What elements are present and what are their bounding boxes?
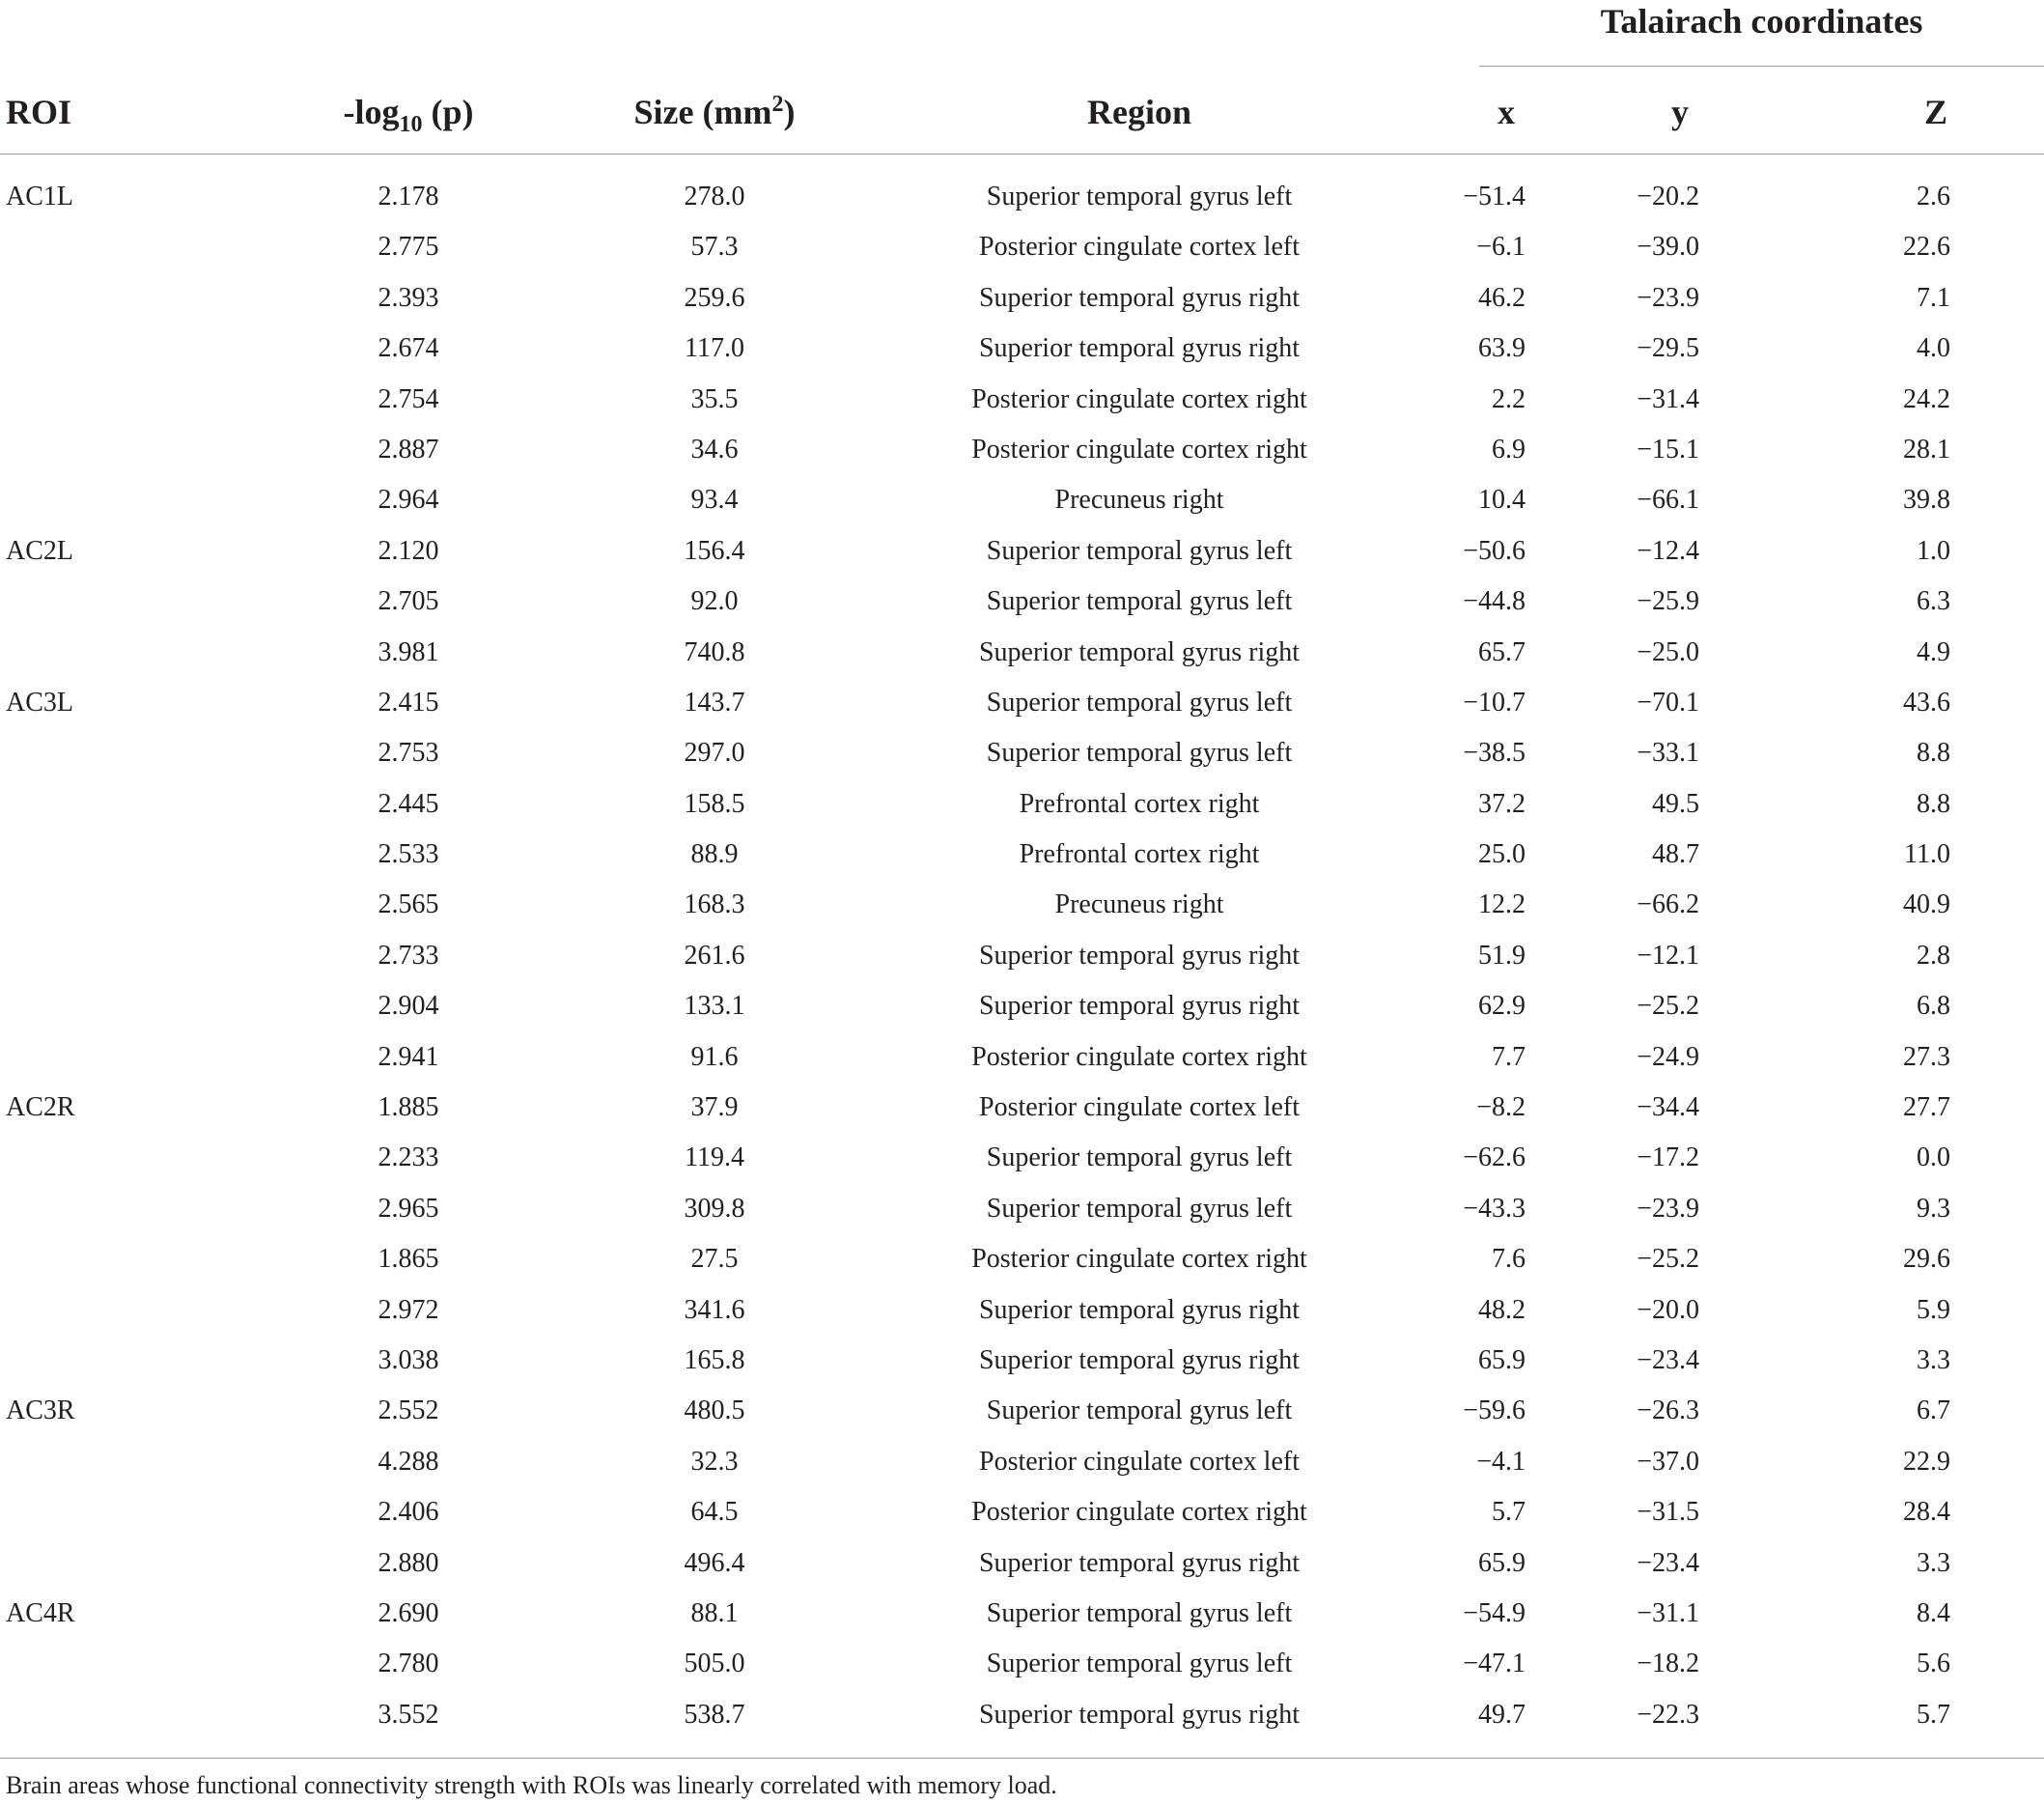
log-p-cell: 2.965 bbox=[378, 1193, 439, 1224]
size-cell: 740.8 bbox=[684, 636, 745, 667]
region-cell: Superior temporal gyrus left bbox=[986, 1142, 1293, 1173]
size-cell: 143.7 bbox=[684, 687, 745, 718]
z-coordinate-cell: 8.8 bbox=[1917, 738, 1950, 769]
x-coordinate-cell: 7.7 bbox=[1492, 1041, 1526, 1072]
table-header-row bbox=[0, 83, 2044, 141]
talairach-group-header: Talairach coordinates bbox=[1600, 2, 1923, 41]
y-coordinate-cell: −66.2 bbox=[1637, 889, 1699, 920]
roi-cell bbox=[6, 779, 199, 830]
z-coordinate-cell: 43.6 bbox=[1903, 687, 1950, 718]
size-cell: 165.8 bbox=[684, 1344, 745, 1375]
size-cell: 158.5 bbox=[684, 788, 745, 819]
header-size bbox=[599, 83, 830, 141]
region-cell: Posterior cingulate cortex right bbox=[971, 1041, 1307, 1072]
z-coordinate-cell: 40.9 bbox=[1903, 889, 1950, 920]
y-coordinate-cell: −17.2 bbox=[1637, 1142, 1699, 1173]
table-row bbox=[0, 678, 2044, 728]
region-cell: Superior temporal gyrus left bbox=[986, 1597, 1293, 1628]
table-bottom-rule bbox=[0, 1758, 2044, 1759]
z-coordinate-cell: 8.4 bbox=[1917, 1597, 1950, 1628]
header-x: x bbox=[1498, 93, 1515, 131]
z-coordinate-cell: 4.0 bbox=[1917, 333, 1950, 364]
y-coordinate-cell: −23.4 bbox=[1637, 1547, 1699, 1578]
region-cell: Superior temporal gyrus left bbox=[986, 687, 1293, 718]
roi-cell bbox=[6, 1690, 199, 1740]
table-row bbox=[0, 779, 2044, 830]
size-cell: 297.0 bbox=[684, 738, 745, 769]
y-coordinate-cell: −23.9 bbox=[1637, 1193, 1699, 1224]
header-size-prefix: Size (mm bbox=[633, 93, 772, 131]
region-cell: Superior temporal gyrus right bbox=[978, 1294, 1301, 1325]
table-row bbox=[0, 1285, 2044, 1336]
size-cell: 278.0 bbox=[684, 182, 745, 211]
size-cell: 57.3 bbox=[690, 232, 739, 263]
size-cell: 64.5 bbox=[690, 1497, 739, 1528]
table-row bbox=[0, 1133, 2044, 1183]
log-p-cell: 1.865 bbox=[378, 1244, 439, 1275]
log-p-cell: 2.120 bbox=[378, 535, 439, 566]
roi-cell bbox=[6, 1184, 199, 1234]
x-coordinate-cell: 48.2 bbox=[1478, 1294, 1526, 1325]
size-cell: 34.6 bbox=[690, 434, 739, 465]
x-coordinate-cell: 65.9 bbox=[1478, 1547, 1526, 1578]
y-coordinate-cell: −70.1 bbox=[1637, 687, 1699, 718]
table-row bbox=[0, 577, 2044, 627]
size-cell: 117.0 bbox=[685, 333, 744, 364]
x-coordinate-cell: 5.7 bbox=[1492, 1497, 1526, 1528]
x-coordinate-cell: 62.9 bbox=[1478, 991, 1526, 1022]
region-cell: Posterior cingulate cortex left bbox=[979, 232, 1300, 263]
table-row bbox=[0, 526, 2044, 577]
size-cell: 88.1 bbox=[690, 1597, 739, 1628]
log-p-cell: 3.981 bbox=[378, 636, 439, 667]
y-coordinate-cell: −22.3 bbox=[1637, 1699, 1699, 1730]
log-p-cell: 2.754 bbox=[378, 383, 439, 414]
size-cell: 538.7 bbox=[684, 1699, 745, 1730]
log-p-cell: 2.533 bbox=[378, 839, 439, 870]
z-coordinate-cell: 9.3 bbox=[1917, 1193, 1950, 1224]
z-coordinate-cell: 1.0 bbox=[1917, 535, 1950, 566]
log-p-cell: 2.690 bbox=[378, 1597, 439, 1628]
roi-cell: AC1L bbox=[6, 182, 73, 211]
region-cell: Superior temporal gyrus left bbox=[986, 1649, 1293, 1679]
table-body bbox=[0, 172, 2044, 1740]
table-row bbox=[0, 628, 2044, 678]
table-row bbox=[0, 830, 2044, 880]
table-row bbox=[0, 1032, 2044, 1083]
roi-cell bbox=[6, 222, 199, 272]
log-p-cell: 2.674 bbox=[378, 333, 439, 364]
y-coordinate-cell: −31.1 bbox=[1637, 1597, 1699, 1628]
size-cell: 91.6 bbox=[690, 1041, 739, 1072]
x-coordinate-cell: −47.1 bbox=[1463, 1649, 1526, 1679]
x-coordinate-cell: 51.9 bbox=[1478, 940, 1526, 971]
y-coordinate-cell: −18.2 bbox=[1637, 1649, 1699, 1679]
size-cell: 496.4 bbox=[684, 1547, 745, 1578]
table-row bbox=[0, 375, 2044, 425]
table-row bbox=[0, 1639, 2044, 1689]
log-p-cell: 2.880 bbox=[378, 1547, 439, 1578]
log-p-cell: 2.393 bbox=[378, 282, 439, 313]
y-coordinate-cell: −25.2 bbox=[1637, 991, 1699, 1022]
y-coordinate-cell: −15.1 bbox=[1637, 434, 1699, 465]
size-cell: 37.9 bbox=[690, 1092, 739, 1123]
log-p-cell: 2.904 bbox=[378, 991, 439, 1022]
log-p-cell: 2.780 bbox=[378, 1649, 439, 1679]
region-cell: Superior temporal gyrus left bbox=[986, 738, 1293, 769]
x-coordinate-cell: −38.5 bbox=[1463, 738, 1526, 769]
z-coordinate-cell: 5.9 bbox=[1917, 1294, 1950, 1325]
z-coordinate-cell: 2.6 bbox=[1917, 182, 1950, 211]
y-coordinate-cell: −20.0 bbox=[1637, 1294, 1699, 1325]
roi-cell bbox=[6, 628, 199, 678]
x-coordinate-cell: −59.6 bbox=[1463, 1395, 1526, 1426]
roi-cell bbox=[6, 475, 199, 525]
roi-cell bbox=[6, 880, 199, 930]
y-coordinate-cell: −25.0 bbox=[1637, 636, 1699, 667]
region-cell: Superior temporal gyrus right bbox=[978, 1547, 1301, 1578]
z-coordinate-cell: 22.9 bbox=[1903, 1446, 1950, 1477]
table-row bbox=[0, 981, 2044, 1031]
log-p-cell: 2.406 bbox=[378, 1497, 439, 1528]
size-cell: 35.5 bbox=[690, 383, 739, 414]
region-cell: Posterior cingulate cortex right bbox=[971, 1497, 1307, 1528]
log-p-cell: 4.288 bbox=[378, 1446, 439, 1477]
x-coordinate-cell: −6.1 bbox=[1476, 232, 1526, 263]
y-coordinate-cell: −33.1 bbox=[1637, 738, 1699, 769]
roi-cell bbox=[6, 981, 199, 1031]
y-coordinate-cell: −24.9 bbox=[1637, 1041, 1699, 1072]
x-coordinate-cell: −8.2 bbox=[1476, 1092, 1526, 1123]
y-coordinate-cell: −34.4 bbox=[1637, 1092, 1699, 1123]
size-cell: 93.4 bbox=[690, 485, 739, 516]
size-cell: 261.6 bbox=[684, 940, 745, 971]
size-cell: 341.6 bbox=[684, 1294, 745, 1325]
z-coordinate-cell: 6.7 bbox=[1917, 1395, 1950, 1426]
x-coordinate-cell: −62.6 bbox=[1463, 1142, 1526, 1173]
region-cell: Superior temporal gyrus right bbox=[978, 636, 1301, 667]
log-p-cell: 1.885 bbox=[378, 1092, 439, 1123]
log-p-cell: 3.038 bbox=[378, 1344, 439, 1375]
header-region: Region bbox=[1087, 93, 1191, 131]
roi-cell bbox=[6, 375, 199, 425]
table-row bbox=[0, 222, 2044, 272]
table-row bbox=[0, 728, 2044, 778]
size-cell: 32.3 bbox=[690, 1446, 739, 1477]
x-coordinate-cell: −44.8 bbox=[1463, 586, 1526, 617]
z-coordinate-cell: 6.8 bbox=[1917, 991, 1950, 1022]
table-row bbox=[0, 1184, 2044, 1234]
x-coordinate-cell: −4.1 bbox=[1476, 1446, 1526, 1477]
table-row bbox=[0, 880, 2044, 930]
roi-cell bbox=[6, 1032, 199, 1083]
roi-cell bbox=[6, 931, 199, 981]
table-row bbox=[0, 1234, 2044, 1284]
x-coordinate-cell: 6.9 bbox=[1492, 434, 1526, 465]
table-row bbox=[0, 1437, 2044, 1487]
region-cell: Prefrontal cortex right bbox=[1019, 839, 1260, 870]
log-p-cell: 2.445 bbox=[378, 788, 439, 819]
region-cell: Superior temporal gyrus right bbox=[978, 282, 1301, 313]
roi-cell bbox=[6, 1639, 199, 1689]
log-p-cell: 2.733 bbox=[378, 940, 439, 971]
header-z: Z bbox=[1923, 93, 1947, 131]
roi-cell bbox=[6, 577, 199, 627]
x-coordinate-cell: −43.3 bbox=[1463, 1193, 1526, 1224]
roi-cell bbox=[6, 324, 199, 374]
size-cell: 480.5 bbox=[684, 1395, 745, 1426]
log-p-cell: 2.887 bbox=[378, 434, 439, 465]
roi-cell bbox=[6, 728, 199, 778]
z-coordinate-cell: 7.1 bbox=[1917, 282, 1950, 313]
table-row bbox=[0, 1487, 2044, 1537]
region-cell: Superior temporal gyrus right bbox=[978, 1699, 1301, 1730]
region-cell: Prefrontal cortex right bbox=[1019, 788, 1260, 819]
x-coordinate-cell: 37.2 bbox=[1478, 788, 1526, 819]
table-row bbox=[0, 425, 2044, 475]
size-cell: 133.1 bbox=[684, 991, 745, 1022]
z-coordinate-cell: 22.6 bbox=[1903, 232, 1950, 263]
table-row bbox=[0, 324, 2044, 374]
region-cell: Superior temporal gyrus right bbox=[978, 1344, 1301, 1375]
header-bottom-rule bbox=[0, 154, 2044, 155]
log-p-cell: 2.178 bbox=[378, 182, 439, 211]
log-p-cell: 2.415 bbox=[378, 687, 439, 718]
z-coordinate-cell: 3.3 bbox=[1917, 1344, 1950, 1375]
header-size-suffix: ) bbox=[783, 93, 796, 131]
x-coordinate-cell: 25.0 bbox=[1478, 839, 1526, 870]
group-header-rule bbox=[1479, 66, 2044, 67]
z-coordinate-cell: 24.2 bbox=[1903, 383, 1950, 414]
y-coordinate-cell: 48.7 bbox=[1652, 839, 1699, 870]
roi-cell bbox=[6, 1538, 199, 1589]
log-p-cell: 2.552 bbox=[378, 1395, 439, 1426]
z-coordinate-cell: 8.8 bbox=[1917, 788, 1950, 819]
y-coordinate-cell: −12.1 bbox=[1637, 940, 1699, 971]
z-coordinate-cell: 5.6 bbox=[1917, 1649, 1950, 1679]
x-coordinate-cell: 63.9 bbox=[1478, 333, 1526, 364]
log-p-cell: 2.705 bbox=[378, 586, 439, 617]
x-coordinate-cell: 65.7 bbox=[1478, 636, 1526, 667]
header-y: y bbox=[1671, 93, 1689, 131]
roi-cell bbox=[6, 1487, 199, 1537]
z-coordinate-cell: 29.6 bbox=[1903, 1244, 1950, 1275]
region-cell: Posterior cingulate cortex left bbox=[979, 1092, 1300, 1123]
roi-cell: AC2L bbox=[6, 535, 73, 566]
z-coordinate-cell: 3.3 bbox=[1917, 1547, 1950, 1578]
region-cell: Precuneus right bbox=[1054, 485, 1224, 516]
roi-cell bbox=[6, 830, 199, 880]
size-cell: 119.4 bbox=[685, 1142, 744, 1173]
region-cell: Superior temporal gyrus right bbox=[978, 333, 1301, 364]
y-coordinate-cell: −23.9 bbox=[1637, 282, 1699, 313]
z-coordinate-cell: 6.3 bbox=[1917, 586, 1950, 617]
roi-cell: AC2R bbox=[6, 1092, 75, 1123]
y-coordinate-cell: −31.5 bbox=[1637, 1497, 1699, 1528]
x-coordinate-cell: 46.2 bbox=[1478, 282, 1526, 313]
log-p-cell: 2.941 bbox=[378, 1041, 439, 1072]
z-coordinate-cell: 28.4 bbox=[1903, 1497, 1950, 1528]
header-size-superscript: 2 bbox=[771, 92, 784, 117]
region-cell: Posterior cingulate cortex right bbox=[971, 383, 1307, 414]
y-coordinate-cell: −66.1 bbox=[1637, 485, 1699, 516]
x-coordinate-cell: 65.9 bbox=[1478, 1344, 1526, 1375]
y-coordinate-cell: −12.4 bbox=[1637, 535, 1699, 566]
table-row bbox=[0, 172, 2044, 222]
table-row bbox=[0, 1589, 2044, 1639]
log-p-cell: 2.565 bbox=[378, 889, 439, 920]
roi-cell bbox=[6, 1437, 199, 1487]
log-p-cell: 2.775 bbox=[378, 232, 439, 263]
size-cell: 259.6 bbox=[684, 282, 745, 313]
x-coordinate-cell: 7.6 bbox=[1492, 1244, 1526, 1275]
region-cell: Superior temporal gyrus left bbox=[986, 535, 1293, 566]
roi-cell bbox=[6, 425, 199, 475]
log-p-cell: 2.233 bbox=[378, 1142, 439, 1173]
size-cell: 168.3 bbox=[684, 889, 745, 920]
roi-cell bbox=[6, 1234, 199, 1284]
table-row bbox=[0, 1386, 2044, 1436]
header-log-p bbox=[322, 83, 495, 141]
region-cell: Superior temporal gyrus left bbox=[986, 1395, 1293, 1426]
z-coordinate-cell: 27.3 bbox=[1903, 1041, 1950, 1072]
region-cell: Posterior cingulate cortex right bbox=[971, 434, 1307, 465]
y-coordinate-cell: −23.4 bbox=[1637, 1344, 1699, 1375]
log-p-cell: 3.552 bbox=[378, 1699, 439, 1730]
roi-cell: AC3L bbox=[6, 687, 73, 718]
header-log-suffix: (p) bbox=[422, 93, 474, 131]
x-coordinate-cell: 49.7 bbox=[1478, 1699, 1526, 1730]
y-coordinate-cell: 49.5 bbox=[1652, 788, 1699, 819]
table-row bbox=[0, 931, 2044, 981]
z-coordinate-cell: 2.8 bbox=[1917, 940, 1950, 971]
region-cell: Superior temporal gyrus right bbox=[978, 991, 1301, 1022]
z-coordinate-cell: 5.7 bbox=[1917, 1699, 1950, 1730]
table-row bbox=[0, 1336, 2044, 1386]
y-coordinate-cell: −26.3 bbox=[1637, 1395, 1699, 1426]
x-coordinate-cell: −50.6 bbox=[1463, 535, 1526, 566]
roi-cell bbox=[6, 1133, 199, 1183]
y-coordinate-cell: −29.5 bbox=[1637, 333, 1699, 364]
y-coordinate-cell: −20.2 bbox=[1637, 182, 1699, 211]
x-coordinate-cell: −54.9 bbox=[1463, 1597, 1526, 1628]
table-row bbox=[0, 1538, 2044, 1589]
roi-cell: AC4R bbox=[6, 1597, 75, 1628]
z-coordinate-cell: 4.9 bbox=[1917, 636, 1950, 667]
size-cell: 27.5 bbox=[690, 1244, 739, 1275]
roi-cell: AC3R bbox=[6, 1395, 75, 1426]
roi-cell bbox=[6, 273, 199, 324]
x-coordinate-cell: 2.2 bbox=[1492, 383, 1526, 414]
log-p-cell: 2.972 bbox=[378, 1294, 439, 1325]
z-coordinate-cell: 39.8 bbox=[1903, 485, 1950, 516]
y-coordinate-cell: −25.9 bbox=[1637, 586, 1699, 617]
size-cell: 88.9 bbox=[690, 839, 739, 870]
size-cell: 92.0 bbox=[690, 586, 739, 617]
x-coordinate-cell: −51.4 bbox=[1463, 182, 1526, 211]
region-cell: Superior temporal gyrus right bbox=[978, 940, 1301, 971]
header-log-prefix: -log bbox=[343, 93, 400, 131]
x-coordinate-cell: 10.4 bbox=[1478, 485, 1526, 516]
y-coordinate-cell: −39.0 bbox=[1637, 232, 1699, 263]
y-coordinate-cell: −31.4 bbox=[1637, 383, 1699, 414]
x-coordinate-cell: −10.7 bbox=[1463, 687, 1526, 718]
region-cell: Superior temporal gyrus left bbox=[986, 586, 1293, 617]
x-coordinate-cell: 12.2 bbox=[1478, 889, 1526, 920]
size-cell: 156.4 bbox=[684, 535, 745, 566]
y-coordinate-cell: −25.2 bbox=[1637, 1244, 1699, 1275]
table-row bbox=[0, 475, 2044, 525]
region-cell: Superior temporal gyrus left bbox=[986, 182, 1293, 211]
size-cell: 505.0 bbox=[684, 1649, 745, 1679]
z-coordinate-cell: 27.7 bbox=[1903, 1092, 1950, 1123]
region-cell: Precuneus right bbox=[1054, 889, 1224, 920]
table-footnote: Brain areas whose functional connectivity strength with ROIs was linearly correlated with memory load. bbox=[6, 1771, 1057, 1799]
region-cell: Posterior cingulate cortex left bbox=[979, 1446, 1300, 1477]
table-row bbox=[0, 1690, 2044, 1740]
log-p-cell: 2.964 bbox=[378, 485, 439, 516]
region-cell: Posterior cingulate cortex right bbox=[971, 1244, 1307, 1275]
roi-cell bbox=[6, 1336, 199, 1386]
header-log-subscript: 10 bbox=[399, 112, 423, 138]
y-coordinate-cell: −37.0 bbox=[1637, 1446, 1699, 1477]
log-p-cell: 2.753 bbox=[378, 738, 439, 769]
table-row bbox=[0, 1083, 2044, 1133]
z-coordinate-cell: 0.0 bbox=[1917, 1142, 1950, 1173]
table-row bbox=[0, 273, 2044, 324]
header-roi: ROI bbox=[6, 93, 72, 131]
z-coordinate-cell: 28.1 bbox=[1903, 434, 1950, 465]
z-coordinate-cell: 11.0 bbox=[1904, 839, 1950, 870]
size-cell: 309.8 bbox=[684, 1193, 745, 1224]
region-cell: Superior temporal gyrus left bbox=[986, 1193, 1293, 1224]
roi-cell bbox=[6, 1285, 199, 1336]
